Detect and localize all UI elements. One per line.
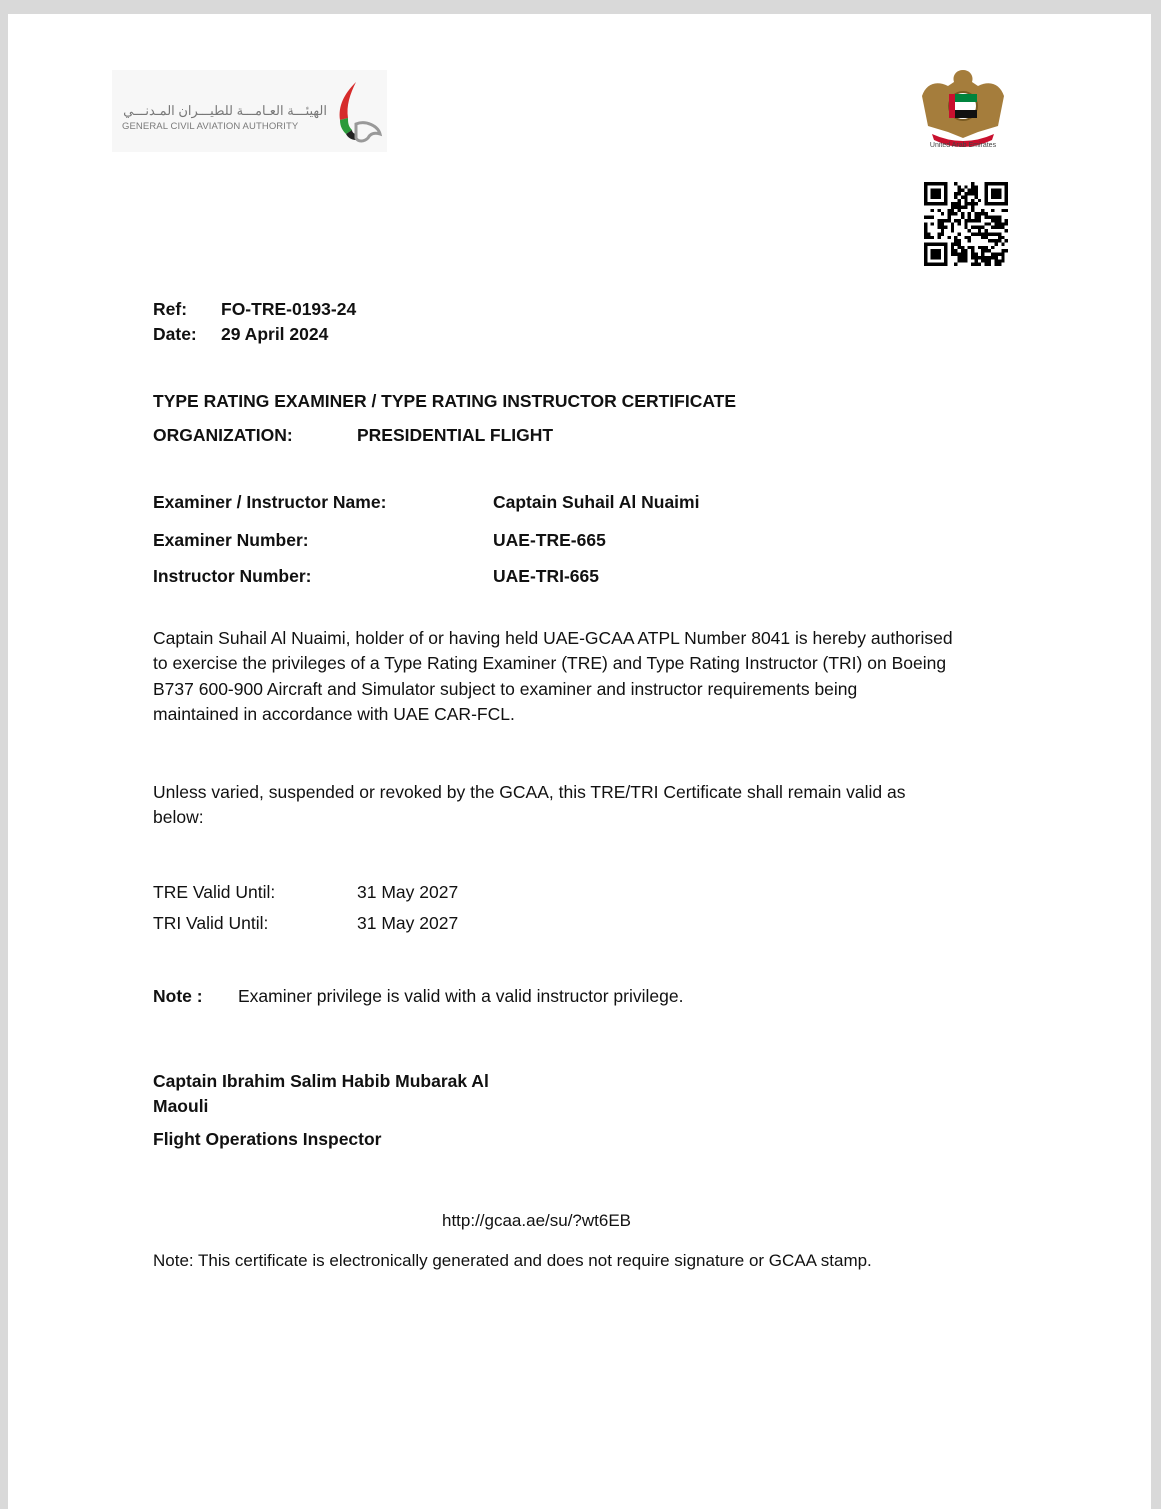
- signatory-title: Flight Operations Inspector: [153, 1129, 382, 1149]
- tre-valid-label: TRE Valid Until:: [153, 882, 276, 902]
- date-label: Date:: [153, 324, 197, 344]
- organization-label: ORGANIZATION:: [153, 425, 293, 445]
- falcon-wing-icon: [334, 80, 386, 148]
- examiner-number-label: Examiner Number:: [153, 530, 309, 550]
- qr-code[interactable]: [924, 182, 1008, 266]
- emblem-label: United Arab Emirates: [929, 142, 997, 149]
- footer-note: Note: This certificate is electronically generated and does not require signature or GCAA stamp.: [153, 1251, 872, 1270]
- name-value: Captain Suhail Al Nuaimi: [493, 492, 700, 512]
- tri-valid-value: 31 May 2027: [357, 913, 459, 933]
- gcaa-logo: [112, 70, 387, 152]
- validity-paragraph: [153, 780, 906, 831]
- paragraph-line: maintained in accordance with UAE CAR-FCL.: [153, 703, 515, 724]
- note-text: Examiner privilege is valid with a valid instructor privilege.: [238, 986, 684, 1006]
- signatory-name-cont: Maouli: [153, 1096, 209, 1116]
- date-value: 29 April 2024: [221, 324, 329, 344]
- note-label: Note :: [153, 986, 203, 1006]
- paragraph-line: Unless varied, suspended or revoked by the GCAA, this TRE/TRI Certificate shall remain valid as: [153, 782, 906, 802]
- authorisation-paragraph: [153, 626, 953, 727]
- gcaa-logo-english: GENERAL CIVIL AVIATION AUTHORITY: [122, 121, 299, 132]
- tre-valid-value: 31 May 2027: [357, 882, 459, 902]
- instructor-number-value: UAE-TRI-665: [493, 566, 599, 586]
- verification-link[interactable]: http://gcaa.ae/su/?wt6EB: [442, 1211, 632, 1230]
- tri-valid-label: TRI Valid Until:: [153, 913, 269, 933]
- examiner-number-value: UAE-TRE-665: [493, 530, 606, 550]
- paragraph-line: below:: [153, 807, 204, 828]
- gcaa-logo-arabic: الهيئـــة العـامـــة للطيـــران المـدنـــي: [123, 103, 327, 118]
- name-label: Examiner / Instructor Name:: [153, 492, 387, 512]
- instructor-number-label: Instructor Number:: [153, 566, 312, 586]
- organization-value: PRESIDENTIAL FLIGHT: [357, 425, 554, 445]
- ref-value: FO-TRE-0193-24: [221, 299, 357, 319]
- signatory-name: Captain Ibrahim Salim Habib Mubarak Al: [153, 1071, 489, 1091]
- paragraph-line: B737 600-900 Aircraft and Simulator subject to examiner and instructor requirements being: [153, 678, 858, 699]
- ref-label: Ref:: [153, 299, 188, 319]
- paragraph-line: to exercise the privileges of a Type Rating Examiner (TRE) and Type Rating Instructor (TRI) on Boeing: [153, 653, 947, 674]
- certificate-title: TYPE RATING EXAMINER / TYPE RATING INSTRUCTOR CERTIFICATE: [153, 391, 737, 411]
- paragraph-line: Captain Suhail Al Nuaimi, holder of or having held UAE-GCAA ATPL Number 8041 is hereby authorised: [153, 628, 953, 648]
